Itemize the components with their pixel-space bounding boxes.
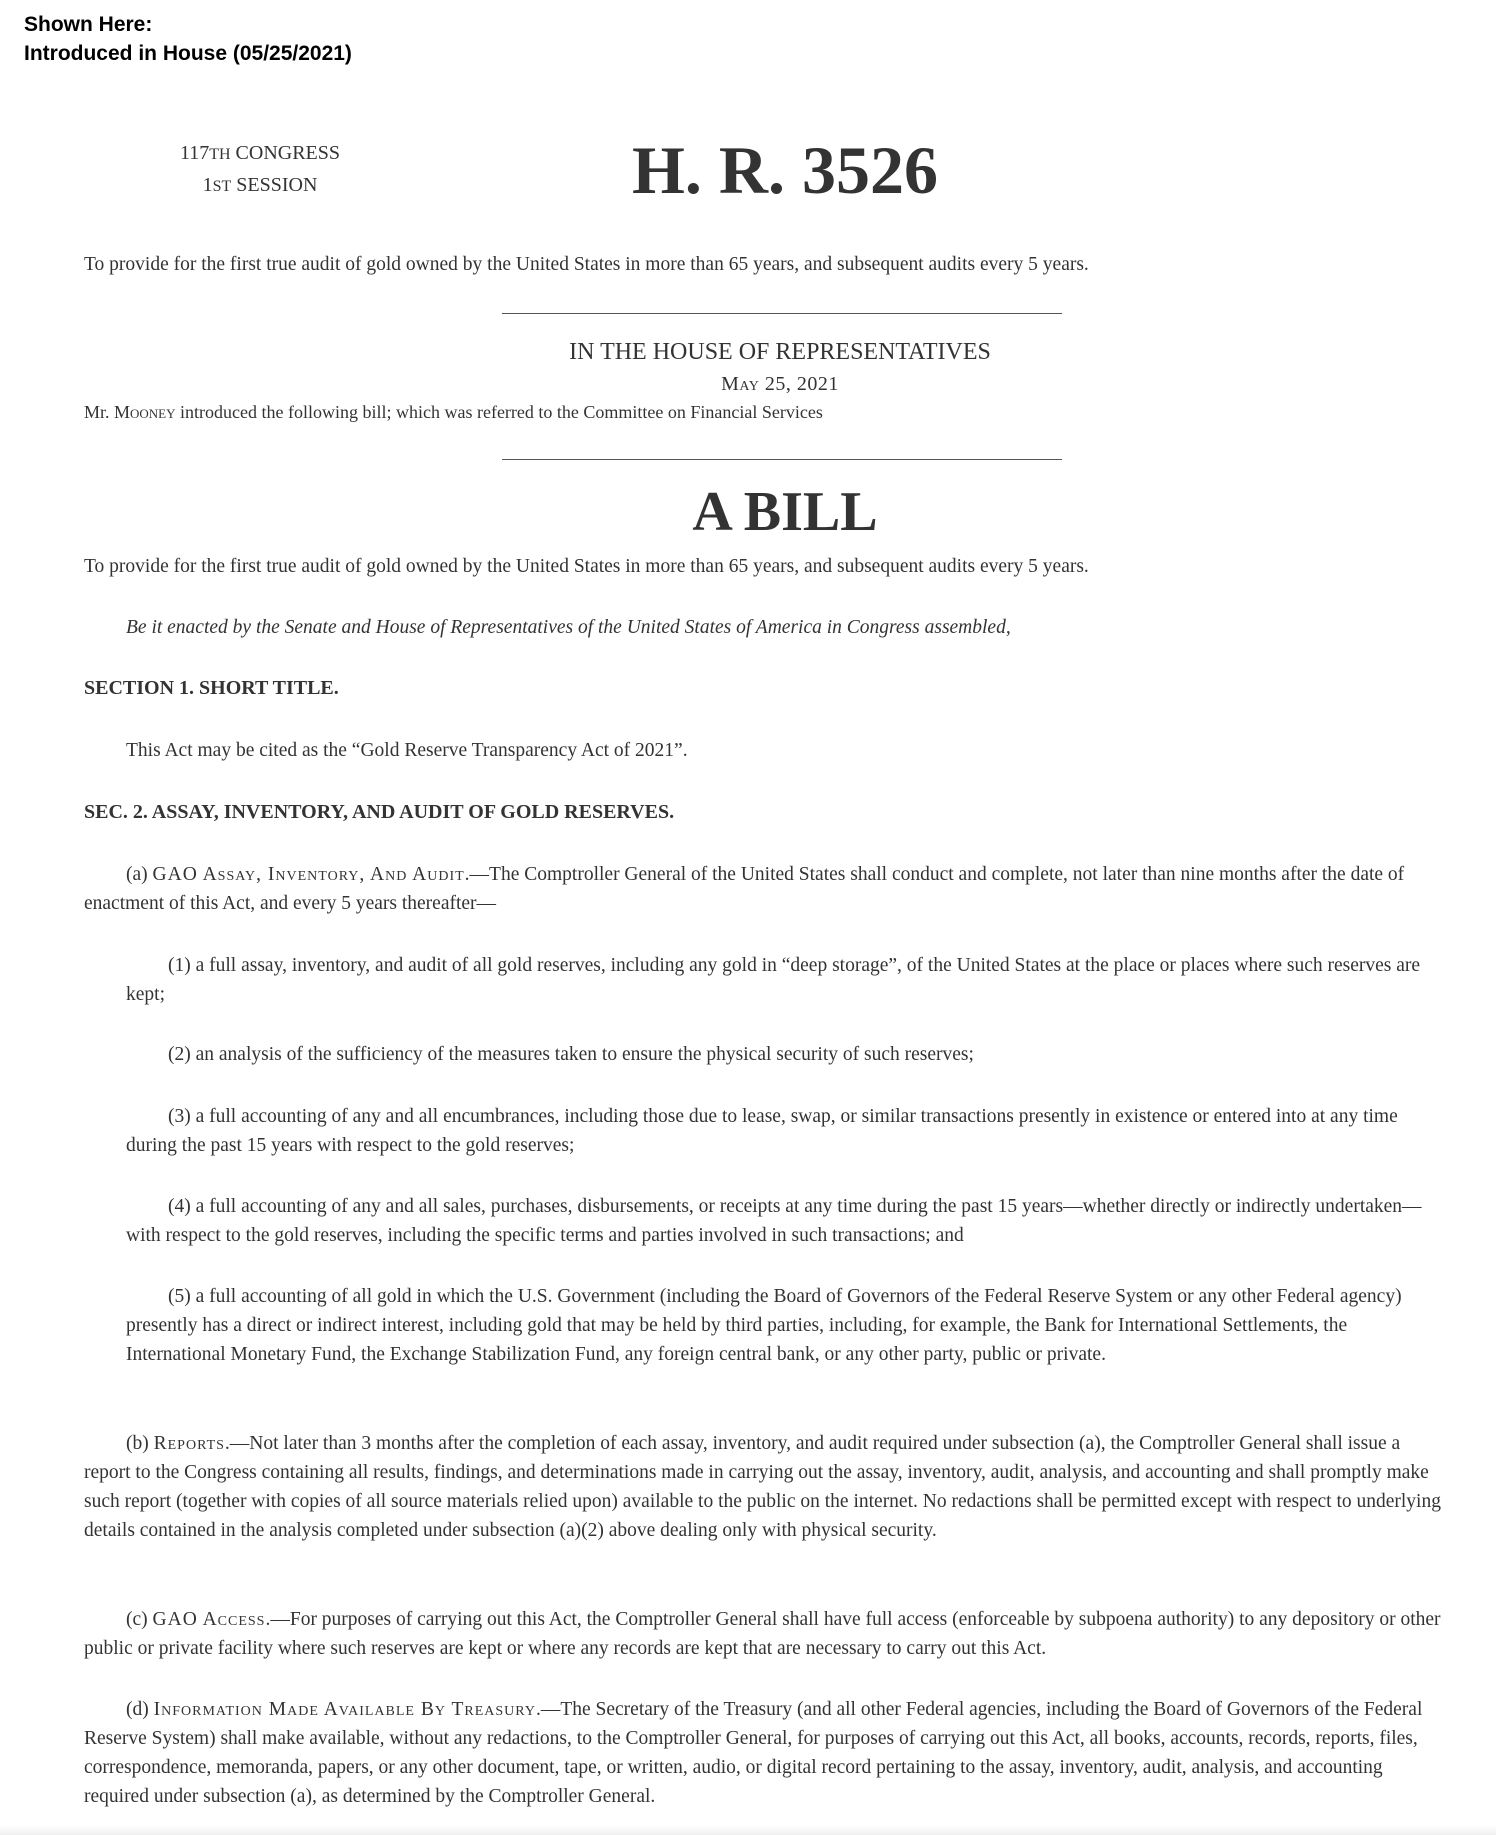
session-word: SESSION xyxy=(236,174,318,196)
introduction-text xyxy=(84,398,1444,427)
section-1-text: This Act may be cited as the “Gold Reserve Transparency Act of 2021”. xyxy=(126,740,688,761)
list-item-3: (3) a full accounting of any and all encumbrances, including those due to lease, swap, or similar transactions presently in existence or entered into at any time during the past 15 years with respect to the gold reserves; xyxy=(126,1106,1398,1156)
bill-number: H. R. 3526 xyxy=(632,132,938,208)
congress-line xyxy=(150,138,370,170)
subsection-a-title: GAO Assay, Inventory, And Audit xyxy=(152,864,465,885)
subsection-d-title: Information Made Available By Treasury xyxy=(153,1699,536,1720)
congress-suffix: TH xyxy=(209,146,231,163)
subsection-b-text: .—Not later than 3 months after the completion of each assay, inventory, and audit required under subsection (a), the Comptroller General shall issue a report to the Congress containing all results, findings, and determinations made in carrying out the assay, inventory, audit, analysis, and accounting and shall promptly make such report (together with copies of all source materials relied upon) available to the public on the internet. No redactions shall be permitted except with respect to underlying details contained in the analysis completed under subsection (a)(2) above dealing only with physical security. xyxy=(84,1433,1441,1541)
subsection-d-text: .—The Secretary of the Treasury (and all other Federal agencies, including the Board of Governors of the Federal Reserve System) shall make available, without any redactions, to the Comptroller General, for purposes of carrying out this Act, all books, accounts, records, reports, files, correspondence, memoranda, papers, or any other document, tape, or written, audio, or digital record pertaining to the assay, inventory, audit, analysis, and accounting required under subsection (a), as determined by the Comptroller General. xyxy=(84,1699,1423,1807)
purpose-text: To provide for the first true audit of gold owned by the United States in more than 65 years, and subsequent audits every 5 years. xyxy=(84,254,1089,275)
congress-session-block xyxy=(150,138,370,202)
congress-number: 117 xyxy=(179,142,210,164)
enacting-clause: Be it enacted by the Senate and House of Representatives of the United States of America in Congress assembled, xyxy=(126,617,1011,638)
subsection-d xyxy=(84,1695,1446,1811)
bill-purpose-text: To provide for the first true audit of gold owned by the United States in more than 65 years, and subsequent audits every 5 years. xyxy=(84,556,1089,577)
version-status xyxy=(24,10,352,68)
sponsor-name: Mooney xyxy=(114,402,176,422)
subsection-b-title: Reports xyxy=(153,1433,225,1454)
congress-word: CONGRESS xyxy=(235,142,341,164)
divider-top xyxy=(502,313,1062,314)
shown-here-label: Shown Here: xyxy=(24,13,153,36)
subsection-b xyxy=(84,1429,1446,1545)
page-bottom-edge xyxy=(0,1825,1496,1835)
list-item-2: (2) an analysis of the sufficiency of the measures taken to ensure the physical security of such reserves; xyxy=(168,1044,974,1065)
a-bill-label: A BILL xyxy=(692,481,878,543)
subsection-c-text: .—For purposes of carrying out this Act, the Comptroller General shall have full access (enforceable by subpoena authority) to any depository or other public or private facility where such reserves are kept or where any records are kept that are necessary to carry out this Act. xyxy=(84,1609,1441,1659)
intro-prefix: Mr. xyxy=(84,402,115,422)
house-title: IN THE HOUSE OF REPRESENTATIVES xyxy=(569,339,991,365)
subsection-b-label: (b) xyxy=(126,1433,154,1454)
subsection-a xyxy=(84,860,1446,918)
section-1-heading: SECTION 1. SHORT TITLE. xyxy=(84,677,339,699)
section-2-heading: SEC. 2. ASSAY, INVENTORY, AND AUDIT OF GOLD RESERVES. xyxy=(84,801,675,823)
subsection-c-label: (c) xyxy=(126,1609,153,1630)
subsection-a-label: (a) xyxy=(126,864,153,885)
house-date: May 25, 2021 xyxy=(721,373,839,395)
divider-bottom xyxy=(502,459,1062,460)
list-item-1: (1) a full assay, inventory, and audit of all gold reserves, including any gold in “deep storage”, of the United States at the place or places where such reserves are kept; xyxy=(126,955,1421,1005)
session-suffix: ST xyxy=(212,178,232,195)
session-number: 1 xyxy=(202,174,213,196)
subsection-d-label: (d) xyxy=(126,1699,154,1720)
subsection-a-text: .—The Comptroller General of the United States shall conduct and complete, not later than nine months after the date of enactment of this Act, and every 5 years thereafter— xyxy=(84,864,1405,914)
intro-suffix: introduced the following bill; which was referred to the Committee on Financial Services xyxy=(175,402,823,422)
list-item-4: (4) a full accounting of any and all sales, purchases, disbursements, or receipts at any time during the past 15 years—whether directly or indirectly undertaken—with respect to the gold reserves, including the specific terms and parties involved in such transactions; and xyxy=(126,1196,1422,1246)
list-item-5: (5) a full accounting of all gold in which the U.S. Government (including the Board of Governors of the Federal Reserve System or any other Federal agency) presently has a direct or indirect interest, including gold that may be held by third parties, including, for example, the Bank for International Settlements, the International Monetary Fund, the Exchange Stabilization Fund, any foreign central bank, or any other party, public or private. xyxy=(126,1286,1402,1365)
session-line xyxy=(150,170,370,202)
subsection-c-title: GAO Access xyxy=(152,1609,266,1630)
version-label: Introduced in House (05/25/2021) xyxy=(24,42,352,65)
subsection-c xyxy=(84,1605,1446,1663)
